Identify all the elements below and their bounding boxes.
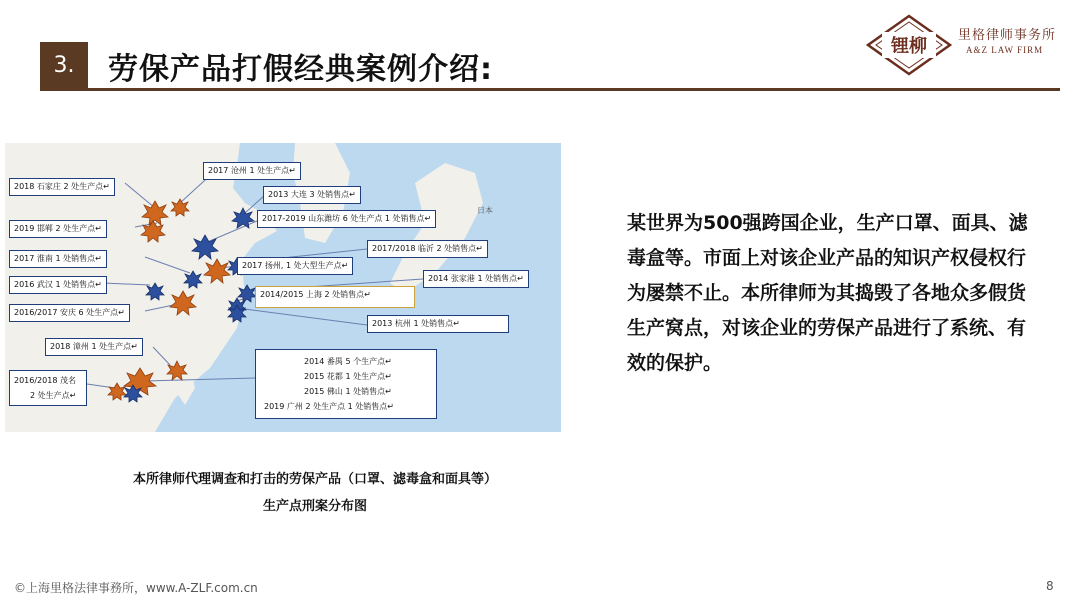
- map-label-yangzhou: 2017 扬州, 1 处大型生产点↵: [237, 257, 353, 275]
- page-number: 8: [1046, 579, 1054, 593]
- map-label-shanghai: 2014/2015 上海 2 处销售点↵: [255, 286, 415, 308]
- case-distribution-map: [5, 143, 561, 432]
- map-label-zhangzhou: 2018 漳州 1 处生产点↵: [45, 338, 143, 356]
- map-label-anqing: 2016/2017 安庆 6 处生产点↵: [9, 304, 130, 322]
- map-caption-line2: 生产点刑案分布图: [262, 499, 367, 514]
- map-label-weifang: 2017-2019 山东潍坊 6 处生产点 1 处销售点↵: [257, 210, 436, 228]
- south-line-1: 2014 番禺 5 个生产点↵: [304, 357, 392, 366]
- firm-name-en: A&Z LAW FIRM: [966, 45, 1044, 55]
- footer-copyright: ©上海里格法律事務所，www.A-ZLF.com.cn: [14, 581, 258, 595]
- map-label-cangzhou: 2017 沧州 1 处生产点↵: [203, 162, 301, 180]
- map-label-zhangjiagang: 2014 张家港 1 处销售点↵: [423, 270, 529, 288]
- map-label-huainan: 2017 淮南 1 处销售点↵: [9, 250, 107, 268]
- map-label-shijiazhuang: 2018 石家庄 2 处生产点↵: [9, 178, 115, 196]
- map-label-handan: 2019 邯郸 2 处生产点↵: [9, 220, 107, 238]
- case-description: 某世界为500强跨国企业，生产口罩、面具、滤毒盒等。市面上对该企业产品的知识产权侵权行为屡禁不止。本所律师为其捣毁了各地众多假货生产窝点，对该企业的劳保产品进行了系统、有效的保护。: [627, 212, 1028, 374]
- maoming-line2: 2 处生产点↵: [30, 391, 77, 400]
- map-label-guangdong-group: [255, 349, 437, 419]
- map-label-hangzhou: 2013 杭州 1 处销售点↵: [367, 315, 509, 333]
- page-title: 劳保产品打假经典案例介绍:: [108, 52, 493, 87]
- sea-label: 日本: [477, 206, 493, 215]
- map-label-maoming: [9, 370, 87, 406]
- map-caption-line1: 本所律师代理调查和打击的劳保产品（口罩、滤毒盒和面具等）: [132, 472, 497, 487]
- firm-logo: [866, 14, 952, 80]
- firm-name-cn: 里格律师事务所: [958, 28, 1057, 43]
- south-line-3: 2015 佛山 1 处销售点↵: [304, 387, 392, 396]
- map-label-linyi: 2017/2018 临沂 2 处销售点↵: [367, 240, 488, 258]
- map-label-dalian: 2013 大连 3 处销售点↵: [263, 186, 361, 204]
- section-number: 3.: [40, 42, 88, 88]
- south-line-2: 2015 花都 1 处生产点↵: [304, 372, 392, 381]
- south-line-4: 2019 广州 2 处生产点 1 处销售点↵: [264, 402, 394, 411]
- maoming-line1: 2016/2018 茂名: [14, 376, 76, 385]
- logo-glyphs: 锂柳: [891, 36, 927, 57]
- title-underline: [40, 88, 1060, 91]
- map-label-wuhan: 2016 武汉 1 处销售点↵: [9, 276, 107, 294]
